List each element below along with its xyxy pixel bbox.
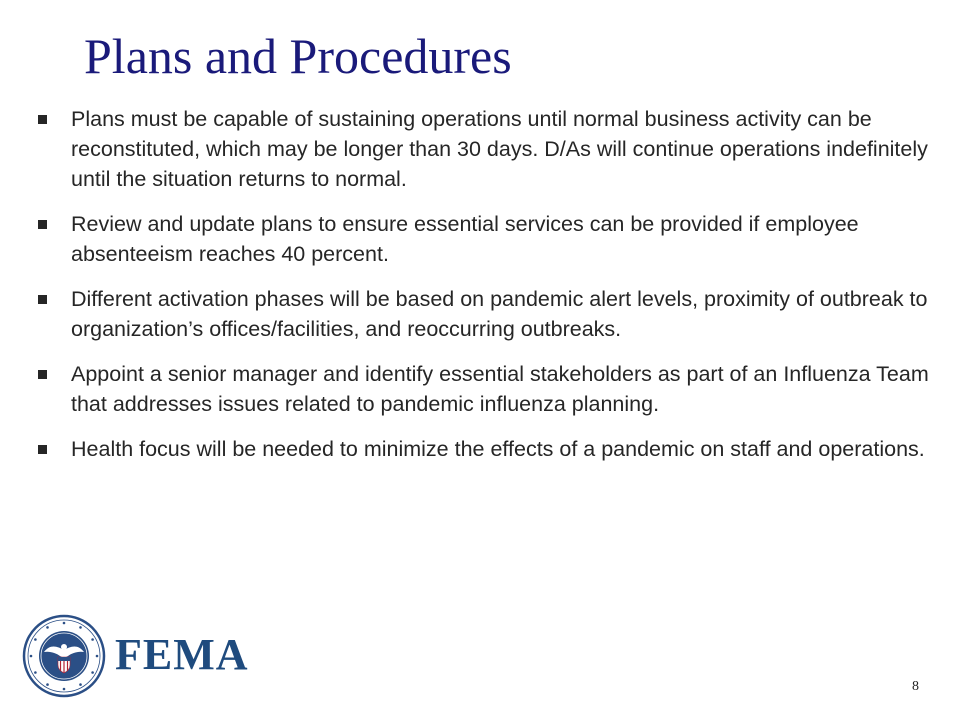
dhs-seal-icon bbox=[22, 614, 106, 698]
bullet-item bbox=[36, 359, 940, 419]
fema-logo bbox=[22, 614, 252, 700]
bullet-text: Review and update plans to ensure essential services can be provided if employee absenteeism reaches 40 percent. bbox=[71, 212, 859, 266]
bullet-text: Plans must be capable of sustaining operations until normal business activity can be reconstituted, which may be longer than 30 days. D/As will continue operations indefinitely until the situation returns to normal. bbox=[71, 107, 928, 191]
bullet-item bbox=[36, 434, 940, 464]
square-bullet-icon bbox=[38, 115, 47, 124]
bullet-list bbox=[36, 104, 940, 479]
bullet-item bbox=[36, 209, 940, 269]
bullet-item bbox=[36, 104, 940, 194]
slide-title: Plans and Procedures bbox=[84, 28, 512, 84]
page-number: 8 bbox=[912, 679, 919, 694]
bullet-item bbox=[36, 284, 940, 344]
bullet-text: Different activation phases will be based on pandemic alert levels, proximity of outbreak to organization’s offices/facilities, and reoccurring outbreaks. bbox=[71, 287, 928, 341]
square-bullet-icon bbox=[38, 295, 47, 304]
bullet-text: Appoint a senior manager and identify essential stakeholders as part of an Influenza Team that addresses issues related to pandemic influenza planning. bbox=[71, 362, 929, 416]
bullet-text: Health focus will be needed to minimize the effects of a pandemic on staff and operations. bbox=[71, 437, 925, 461]
square-bullet-icon bbox=[38, 220, 47, 229]
fema-wordmark: FEMA bbox=[115, 630, 249, 679]
square-bullet-icon bbox=[38, 370, 47, 379]
square-bullet-icon bbox=[38, 445, 47, 454]
